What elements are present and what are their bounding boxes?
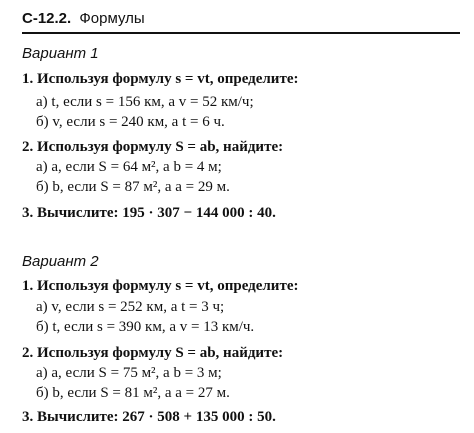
v1-q3-number: 3. — [22, 205, 34, 221]
v2-q1-b: б) t, если s = 390 км, а v = 13 км/ч. — [36, 319, 255, 335]
v1-q1 — [22, 70, 298, 88]
v1-q2-number: 2. — [22, 139, 34, 155]
variant-2-label: Вариант 2 — [22, 253, 99, 270]
v1-q2 — [22, 138, 283, 156]
v1-q2-a: а) a, если S = 64 м², а b = 4 м; — [36, 159, 222, 175]
v1-q3-text: Вычислите: 195 · 307 − 144 000 : 40. — [37, 205, 276, 221]
v1-q1-number: 1. — [22, 71, 34, 87]
worksheet-code: С-12.2. — [22, 10, 72, 27]
v2-q1-text: Используя формулу s = vt, определите: — [37, 278, 299, 294]
v2-q3 — [22, 408, 276, 426]
v2-q2-b: б) b, если S = 81 м², а a = 27 м. — [36, 385, 230, 401]
v1-q1-text: Используя формулу s = vt, определите: — [37, 71, 299, 87]
v2-q3-number: 3. — [22, 409, 34, 425]
v2-q1-a: а) v, если s = 252 км, а t = 3 ч; — [36, 299, 225, 315]
v2-q2 — [22, 344, 283, 362]
v2-q2-text: Используя формулу S = ab, найдите: — [37, 345, 284, 361]
v2-q3-text: Вычислите: 267 · 508 + 135 000 : 50. — [37, 409, 276, 425]
v2-q1-number: 1. — [22, 278, 34, 294]
v2-q1 — [22, 277, 298, 295]
worksheet-title: Формулы — [79, 10, 145, 27]
v2-q2-number: 2. — [22, 345, 34, 361]
v1-q2-text: Используя формулу S = ab, найдите: — [37, 139, 284, 155]
variant-1-label: Вариант 1 — [22, 45, 99, 62]
worksheet-header — [22, 6, 460, 34]
v1-q1-a: а) t, если s = 156 км, а v = 52 км/ч; — [36, 94, 254, 110]
v1-q2-b: б) b, если S = 87 м², а a = 29 м. — [36, 179, 230, 195]
v1-q1-b: б) v, если s = 240 км, а t = 6 ч. — [36, 114, 225, 130]
v2-q2-a: а) a, если S = 75 м², а b = 3 м; — [36, 365, 222, 381]
v1-q3 — [22, 204, 276, 222]
